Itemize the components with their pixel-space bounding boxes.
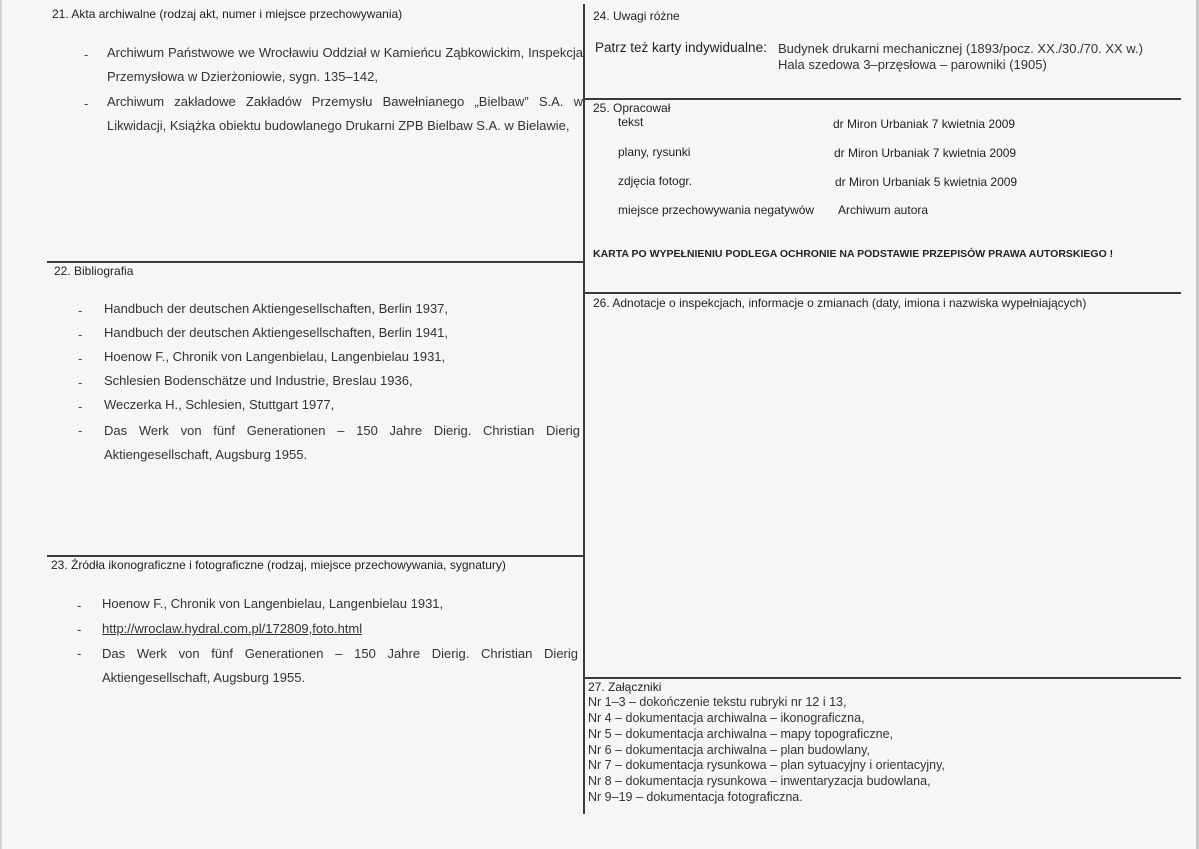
divider-26-27 — [583, 677, 1181, 679]
list-bullet: - — [78, 399, 83, 414]
annex-item: Nr 4 – dokumentacja archiwalna – ikonograficzna, — [588, 711, 865, 725]
prepared-row-label: zdjęcia fotogr. — [618, 174, 693, 188]
see-also-label: Patrz też karty indywidualne: — [595, 40, 767, 55]
annex-item: Nr 6 – dokumentacja archiwalna – plan budowlany, — [588, 743, 870, 757]
annex-item: Nr 8 – dokumentacja rysunkowa – inwentaryzacja budowlana, — [588, 774, 931, 788]
annex-item: Nr 5 – dokumentacja archiwalna – mapy topograficzne, — [588, 727, 894, 741]
see-also-line-2: Hala szedowa 3–przęsłowa – parowniki (1905) — [778, 57, 1047, 72]
divider-24-25 — [583, 98, 1181, 100]
section-23-link[interactable]: http://wroclaw.hydral.com.pl/172809,foto.html — [102, 621, 363, 636]
inspection-notes-area — [586, 312, 1181, 674]
list-bullet: - — [78, 423, 83, 438]
section-24-heading: 24. Uwagi różne — [593, 9, 680, 23]
divider-21-22 — [47, 261, 584, 263]
section-27-heading: 27. Załączniki — [588, 680, 662, 694]
list-bullet: - — [78, 351, 83, 366]
section-22-item-2: Handbuch der deutschen Aktiengesellschaften, Berlin 1941, — [104, 325, 449, 340]
divider-22-23 — [47, 555, 584, 557]
annex-item: Nr 1–3 – dokończenie tekstu rubryki nr 12 i 13, — [588, 695, 847, 709]
page-left-edge — [0, 0, 2, 849]
divider-25-26 — [583, 292, 1181, 294]
list-bullet: - — [84, 96, 89, 111]
section-22-heading: 22. Bibliografia — [54, 264, 134, 278]
negatives-location-value: Archiwum autora — [838, 203, 929, 217]
section-23-item-3: Das Werk von fünf Generationen – 150 Jahre Dierig. Christian Dierig Aktiengesellschaft, Augsburg 1955. — [102, 646, 578, 685]
section-21-item-1: Archiwum Państwowe we Wrocławiu Oddział w Kamieńcu Ząbkowickim, Inspekcja Przemysłowa w Dzierżoniowie, sygn. 135–142, — [107, 45, 583, 84]
section-23-heading: 23. Źródła ikonograficzne i fotograficzne (rodzaj, miejsce przechowywania, sygnatury) — [51, 558, 506, 572]
negatives-location-label: miejsce przechowywania negatywów — [618, 203, 815, 217]
list-bullet: - — [77, 646, 82, 661]
section-22-item-6: Das Werk von fünf Generationen – 150 Jahre Dierig. Christian Dierig Aktiengesellschaft, Augsburg 1955. — [104, 423, 580, 462]
list-bullet: - — [78, 327, 83, 342]
section-26-heading: 26. Adnotacje o inspekcjach, informacje o zmianach (daty, imiona i nazwiska wypełniających) — [593, 296, 1087, 310]
section-21-heading: 21. Akta archiwalne (rodzaj akt, numer i miejsce przechowywania) — [52, 7, 403, 21]
prepared-row-value: dr Miron Urbaniak 7 kwietnia 2009 — [834, 146, 1017, 160]
list-bullet: - — [77, 598, 82, 613]
section-22-item-5: Weczerka H., Schlesien, Stuttgart 1977, — [104, 397, 335, 412]
list-bullet: - — [78, 303, 83, 318]
center-divider — [583, 4, 585, 814]
annex-item: Nr 7 – dokumentacja rysunkowa – plan sytuacyjny i orientacyjny, — [588, 758, 945, 772]
prepared-row-value: dr Miron Urbaniak 5 kwietnia 2009 — [835, 175, 1018, 189]
section-25-heading: 25. Opracował — [593, 101, 671, 115]
section-22-item-3: Hoenow F., Chronik von Langenbielau, Langenbielau 1931, — [104, 349, 446, 364]
section-22-item-4: Schlesien Bodenschätze und Industrie, Breslau 1936, — [104, 373, 413, 388]
prepared-row-label: tekst — [618, 115, 644, 129]
section-22-item-1: Handbuch der deutschen Aktiengesellschaften, Berlin 1937, — [104, 301, 449, 316]
list-bullet: - — [78, 375, 83, 390]
section-23-item-1: Hoenow F., Chronik von Langenbielau, Langenbielau 1931, — [102, 596, 444, 611]
prepared-row-value: dr Miron Urbaniak 7 kwietnia 2009 — [833, 117, 1016, 131]
see-also-line-1: Budynek drukarni mechanicznej (1893/pocz. XX./30./70. XX w.) — [778, 41, 1143, 56]
list-bullet: - — [84, 47, 89, 62]
list-bullet: - — [77, 622, 82, 637]
prepared-row-label: plany, rysunki — [618, 145, 691, 159]
section-21-item-2: Archiwum zakładowe Zakładów Przemysłu Bawełnianego „Bielbaw” S.A. w Likwidacji, Książka obiektu budowlanego Drukarni ZPB Bielbaw S.A. w Bielawie, — [107, 94, 583, 133]
annex-item: Nr 9–19 – dokumentacja fotograficzna. — [588, 790, 803, 804]
copyright-notice: KARTA PO WYPEŁNIENIU PODLEGA OCHRONIE NA PODSTAWIE PRZEPISÓW PRAWA AUTORSKIEGO ! — [593, 248, 1114, 260]
